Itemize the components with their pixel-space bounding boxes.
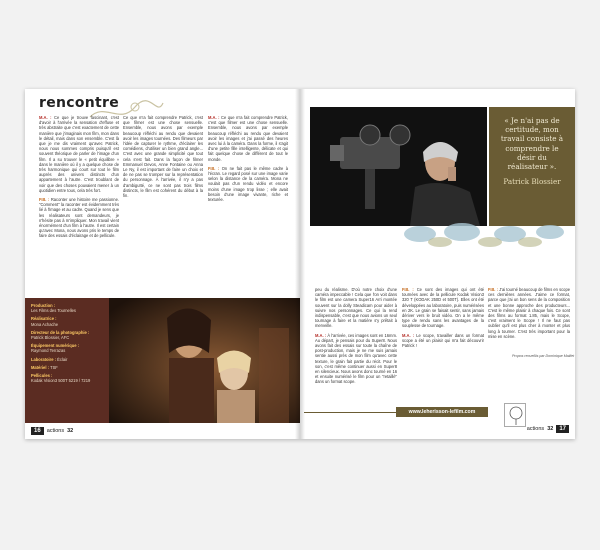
credits-box [25, 298, 109, 423]
paragraph: Raconter une histoire me passionne. "Comment" la raconter est évidemment très lié à l'image et au cadre. Quand je sens que les réalisateurs sont demandeurs, je n'hésite pas à m'impliquer. Mon travail vient énormément d'un film à l'autre. Il est certain qu'avec Mona, nous avons pris le temps de faire des essais d'éclairage et de pellicule. [39, 197, 119, 239]
left-folio [31, 427, 73, 435]
left-column-2 [123, 115, 203, 295]
pull-quote [489, 107, 575, 226]
credit-value: TSF [50, 364, 58, 370]
credit-title: Pellicules : [31, 373, 53, 379]
interviewer-label: M.A. : [315, 332, 327, 338]
left-page [25, 89, 300, 439]
credit-title: Production : [31, 303, 56, 308]
paragraph: Ce que je trouve fascinant, c'est d'avoir à l'arrivée la sensation d'effuse et très abstraite que c'est exactement de cette manière que j'imaginais mon film, mon dans le détail, mais dans son ensemble. C'est là que je me dis vraiment qu'avec Patrick, nous nous sommes compris puisqu'il est souvent théorique de parler de l'image d'un film. Il a su trouver le « petit équilibre » dans le manière où il y a quelque chose de très harmonique qui court sur tout le film auprès des univers distincts d'un appartement à l'autre. C'est troublant de voir que des choses pouvaient mener à un quotidien entre tous, cela très fort. [39, 115, 119, 193]
credit-value: Mona Achache [31, 321, 59, 327]
page-number: 17 [556, 425, 569, 433]
website-link[interactable]: www.leherisson-lefilm.com [396, 407, 488, 417]
interviewee-label: P.B. : [39, 197, 50, 203]
film-still-photo [109, 298, 300, 423]
credit-value: Kodak Vision3 500T 5219 / 7219 [31, 378, 91, 384]
magazine-name: actions [46, 428, 65, 434]
paragraph: À l'arrivée, ces images sont en 16mm. Au départ, je pensais pour du Super8. Nous avons fait des essais sur toute la chaîne de post-production, mais je ne me suis jamais sentie aussi près de mon film qu'avec cette texture, le grain fait partie du récit. Pour le son, c'est même continuer aussi en Super8 en silencieux. Nous avons donc tourné en 16 et ensuite numérisé le film pour un "retaillé" dans un format scope. [315, 332, 397, 385]
left-footer [25, 423, 300, 439]
paragraph: On ne fait pas le même cadre à l'écran. Le regard posé sur une image varie selon la distance de la caméra. Mona ne voulait pas d'un rendu vidéo et encore moins d'une image trop lisse ; elle avait besoin d'une image vivante, riche et texturée. [208, 165, 288, 203]
magazine-name: actions [526, 426, 545, 432]
credit-value: Raymond Terrazas [31, 348, 66, 354]
interviewer-label: M.A. : [39, 115, 52, 120]
quote-text: « Je n'ai pas de certitude, mon travail consiste à comprendre le désir du réalisateur ». [500, 116, 564, 172]
credit-value: Les Films des Tournelles [31, 308, 76, 314]
credit-value: Patrick Blossier, AFC [31, 335, 70, 341]
paragraph: Le scope, travailler dans un format scope a été un plaisir qui m'a fait découvrir Patrick ! [402, 332, 484, 349]
interviewee-label: P.B. : [488, 287, 498, 292]
spread-gutter [295, 89, 305, 439]
interviewee-label: P.B. : [208, 165, 220, 171]
right-column-1 [315, 287, 397, 399]
credit-title: Laboratoire : [31, 356, 57, 362]
issue-number: 32 [547, 426, 554, 432]
section-kicker: rencontre [39, 95, 120, 111]
right-folio [527, 425, 569, 433]
camera-operator-image-icon [310, 107, 487, 226]
interviewee-label: P.B. : [402, 287, 414, 292]
director-on-set-photo [310, 107, 487, 226]
interviewer-label: M.A. : [402, 332, 415, 338]
interviewer-label: M.A. : [208, 115, 220, 120]
film-still-image-icon [109, 298, 300, 423]
paragraph: Ce sont des images qui ont été tournées avec de la pellicule Kodak Vision3 320 T (KODAK 250D et 500T). Elles ont été développées au laboratoire, puis numérisées en 2K. Le grain se faisait sentir, sans jamais dériver vers le bruit vidéo. On a le même type de rendu sans les avantages de la souplesse de tournage. [402, 287, 485, 329]
page-number: 16 [31, 427, 44, 435]
floral-ornament-icon [400, 214, 570, 252]
right-page [300, 89, 575, 439]
paragraph: Ce que m'a fait comprendre Patrick, c'est que filmer est une chose sensuelle. Ensemble, nous avons par exemple beaucoup réfléchi au rendu que devaient avoir les images et j'ai passé des heures avec lui à la caméra. Dans la forme, il s'agit d'une petite fille intelligente, délicate et qui fait quelque chose de différent de tout le monde. [208, 115, 288, 162]
footer-rule [304, 412, 396, 413]
credit-title: Matériel : [31, 364, 49, 370]
credit-title: Équipement numérique : [31, 343, 79, 349]
issue-number: 32 [67, 428, 74, 434]
paragraph: peu du réalisme. D'où notre choix d'une caméra impeccable ! Cela que l'on voit dans le film est une camera Super16 Arri montée souvent sur la dolly Steadicam pour aider à suivre nos personnages. Ce qui la rend indispensable, c'est que nous avions un seul tournage à faire et la matière s'y prêtait à merveille. [315, 287, 397, 329]
tree-logo-icon [505, 404, 527, 428]
credit-value: Éclair [57, 356, 68, 362]
quote-author: Patrick Blossier [503, 177, 561, 187]
paragraph: Ce que m'a fait comprendre Patrick, c'est que filmer est une chose sensuelle. Ensemble, nous avons par exemple beaucoup réfléchi au rendu que devaient avoir les images tournées. Des filmeurs par l'idée de capturer le rythme, d'éclairer les comédiens, d'utiliser un bien grand angle... C'est avec une grande simplicité que tout cela s'est fait. Dans la façon de filmer Emmanuel Devos, Anne Fontaine ou Anna Le Ny, il est important de faire un choix et de ne pas se tromper sur la représentation du personnage. À l'arrivée, il n'y a pas d'ambiguïté, ce ne sont pas trois films distincts, le film est cohérent du début à la fin. [123, 115, 203, 199]
right-column-2 [402, 287, 484, 399]
interview-credit-caption: Propos recueillis par Dominique Maillet [512, 354, 575, 358]
paragraph: J'ai tourné beaucoup de films en scope ces dernières années. J'aime ce format, parce que j'ai un bon sens de la composition et une bonne approche des producteurs... C'est le même plaisir à chaque fois. Ce sont des films au format 1.85, mais le Scope, c'est vraiment le Scope ! Il ne faut pas oublier qu'il est plus cher à monter et plus long à tourner. C'est très important pour la mise en scène. [488, 287, 571, 339]
left-column-3 [208, 115, 288, 295]
magazine-spread [25, 89, 575, 439]
publisher-logo [504, 403, 526, 427]
right-column-3 [488, 287, 570, 351]
credit-title: Réalisatrice : [31, 316, 57, 322]
credit-title: Directeur de la photographie : [31, 329, 90, 335]
left-column-1 [39, 115, 119, 295]
